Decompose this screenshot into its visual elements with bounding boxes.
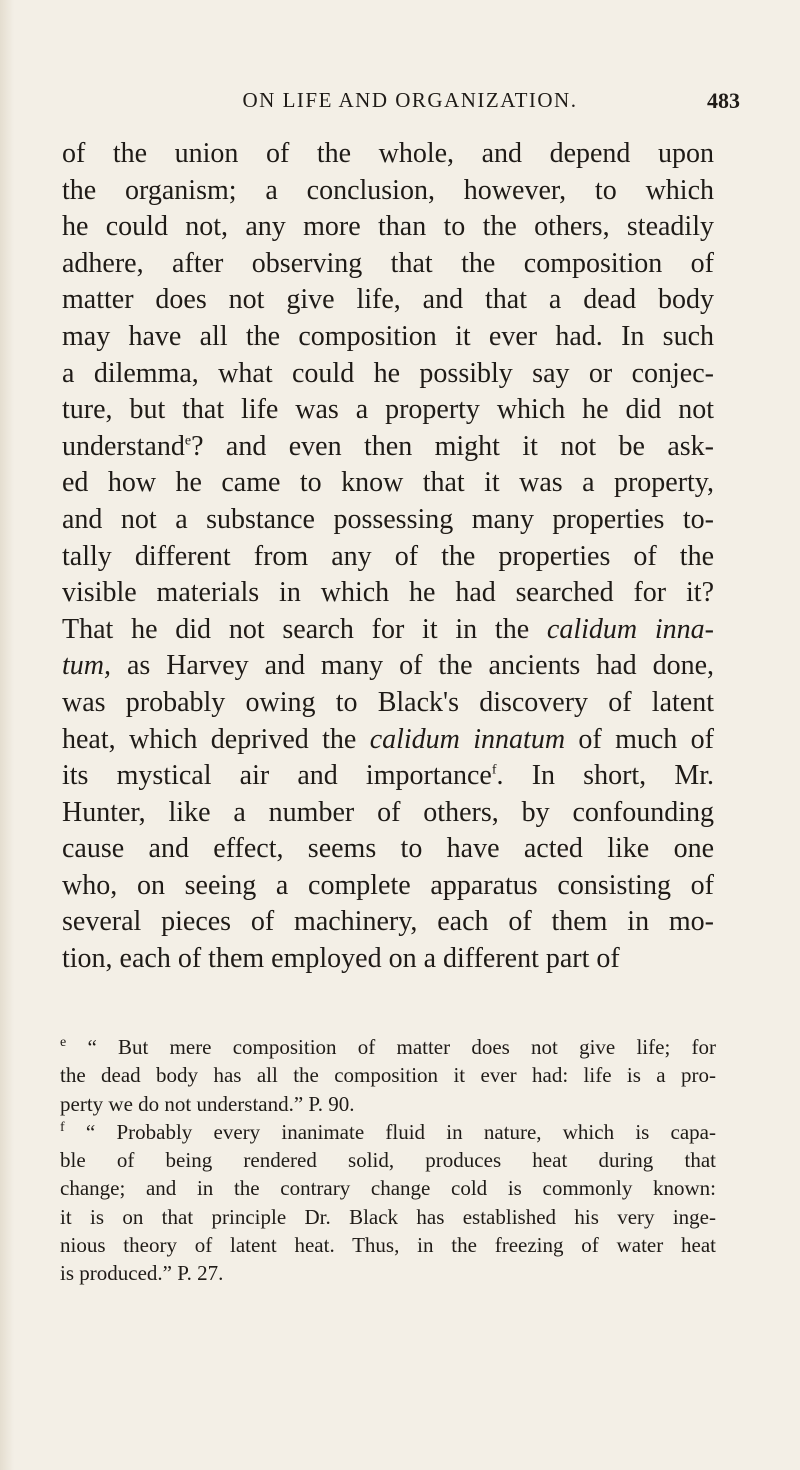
body-text	[62, 136, 714, 978]
footnotes	[60, 1033, 716, 1288]
body-line: visible materials in which he had searched for it?	[62, 577, 714, 609]
body-line: understand$^e$? and even then might it not be ask-	[62, 430, 714, 462]
footnote-line: the dead body has all the composition it ever had: life is a pro-	[60, 1063, 716, 1088]
latin-phrase: tum,	[62, 650, 111, 682]
body-line: That he did not search for it in the calidum inna-	[62, 613, 715, 645]
body-line: heat, which deprived the calidum innatum of much of	[62, 723, 714, 755]
body-line: tum, as Harvey and many of the ancients had done,	[62, 650, 714, 682]
page-edge	[0, 0, 14, 1470]
body-line: ture, but that life was a property which he did not	[62, 394, 714, 426]
body-line: tally different from any of the properties of the	[62, 540, 714, 572]
body-line: Hunter, like a number of others, by confounding	[62, 796, 714, 828]
body-line: matter does not give life, and that a dead body	[62, 284, 714, 316]
body-line: adhere, after observing that the composition of	[62, 247, 714, 279]
body-line: was probably owing to Black's discovery of latent	[62, 686, 714, 718]
running-header	[60, 88, 760, 128]
footnote-line: change; and in the contrary change cold is commonly known:	[60, 1176, 716, 1201]
body-line: and not a substance possessing many properties to-	[62, 503, 714, 535]
page-number: 483	[707, 88, 740, 113]
body-line: he could not, any more than to the others, steadily	[62, 211, 714, 243]
running-head: ON LIFE AND ORGANIZATION.	[242, 88, 578, 112]
footnote-mark-f: f	[60, 1119, 65, 1135]
body-line: who, on seeing a complete apparatus consisting of	[62, 869, 714, 901]
body-line: its mystical air and importance$^f$. In short, Mr.	[62, 760, 714, 792]
footnote-line: $^f$ “ Probably every inanimate fluid in nature, which is capa-	[60, 1119, 716, 1144]
footnote-line: is produced.” P. 27.	[60, 1261, 224, 1286]
footnote-line: nious theory of latent heat. Thus, in the freezing of water heat	[60, 1233, 716, 1258]
body-line: of the union of the whole, and depend upon	[62, 138, 714, 169]
body-line: may have all the composition it ever had. In such	[62, 320, 714, 352]
footnote-line: it is on that principle Dr. Black has established his very inge-	[60, 1204, 716, 1229]
body-line: several pieces of machinery, each of them in mo-	[62, 906, 714, 938]
latin-phrase: calidum innatum	[369, 723, 566, 755]
latin-phrase: calidum inna-	[546, 613, 715, 645]
footnote-ref-e: e	[184, 433, 192, 449]
footnote-ref-f: f	[491, 762, 497, 778]
footnote-mark-e: e	[60, 1035, 67, 1050]
body-line: tion, each of them employed on a different part of	[62, 943, 620, 975]
body-line: cause and effect, seems to have acted like one	[62, 833, 714, 865]
footnote-line: ble of being rendered solid, produces heat during that	[60, 1148, 716, 1173]
body-line: ed how he came to know that it was a property,	[62, 467, 714, 499]
body-line: a dilemma, what could he possibly say or conjec-	[62, 357, 714, 389]
body-line: the organism; a conclusion, however, to which	[62, 174, 714, 206]
footnote-line: perty we do not understand.” P. 90.	[60, 1091, 355, 1116]
footnote-line: $^e$ “ But mere composition of matter does not give life; for	[60, 1035, 716, 1059]
